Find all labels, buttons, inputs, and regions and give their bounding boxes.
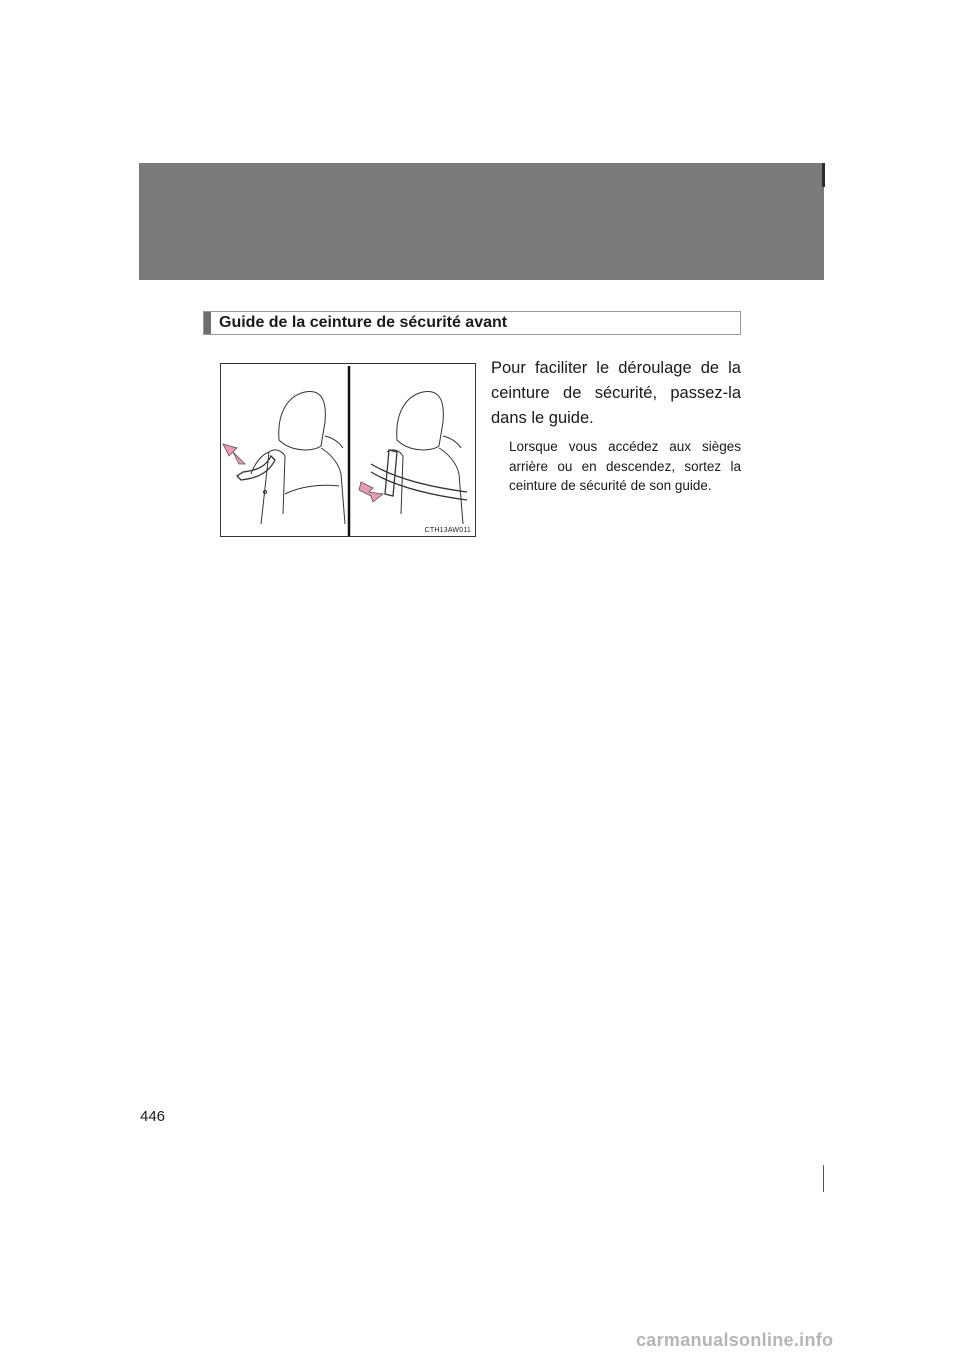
- page-number: 446: [140, 1108, 166, 1125]
- right-headrest: [397, 392, 444, 450]
- watermark: carmanualsonline.info: [636, 1330, 834, 1350]
- main-paragraph: Pour faciliter le déroulage de la ceinture de sécurité, passez-la dans le guide.: [491, 359, 741, 427]
- section-title: Guide de la ceinture de sécurité avant: [219, 314, 508, 331]
- header-tick-mark: [822, 163, 825, 187]
- section-heading: [203, 311, 741, 335]
- left-seatback: [251, 448, 345, 524]
- section-heading-bar: [204, 312, 211, 334]
- note-paragraph: Lorsque vous accédez aux sièges arrière ou en descendez, sortez la ceinture de sécurité de son guide.: [509, 439, 741, 493]
- down-arrow-icon: [359, 482, 383, 502]
- margin-line: [823, 1165, 824, 1192]
- up-arrow-icon: [223, 444, 245, 464]
- seatbelt-guide-illustration: [220, 363, 476, 537]
- header-band: [139, 163, 824, 280]
- left-headrest: [279, 392, 326, 450]
- figure-caption: CTH13AW011: [424, 527, 471, 534]
- seat-illustration-svg: [221, 364, 475, 536]
